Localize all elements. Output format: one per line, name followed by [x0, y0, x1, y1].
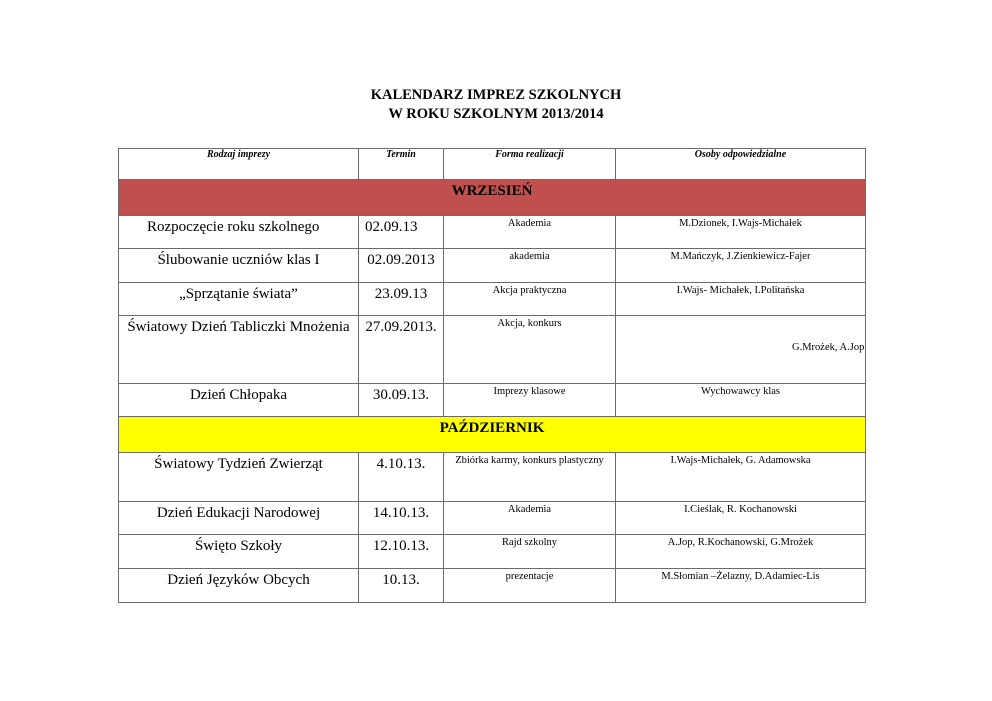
- table-row: [119, 535, 866, 569]
- column-header-form: Forma realizacji: [444, 149, 616, 180]
- table-header-row: [119, 149, 866, 180]
- table-row: [119, 316, 866, 384]
- event-persons: M.Dzionek, I.Wajs-Michałek: [616, 216, 866, 249]
- events-calendar-table: [118, 148, 866, 603]
- month-label-september: WRZESIEŃ: [119, 180, 866, 216]
- event-date: 12.10.13.: [359, 535, 444, 569]
- event-persons: M.Słomian –Żelazny, D.Adamiec-Lis: [616, 569, 866, 603]
- event-name: Światowy Dzień Tabliczki Mnożenia: [119, 316, 359, 384]
- event-name: Święto Szkoły: [119, 535, 359, 569]
- document-title: KALENDARZ IMPREZ SZKOLNYCH: [370, 87, 622, 103]
- event-date: 02.09.2013: [359, 249, 444, 283]
- event-persons: Wychowawcy klas: [616, 384, 866, 417]
- column-header-date: Termin: [359, 149, 444, 180]
- event-form: Akademia: [444, 502, 616, 535]
- event-name: Rozpoczęcie roku szkolnego: [119, 216, 359, 249]
- event-date: 14.10.13.: [359, 502, 444, 535]
- event-name: „Sprzątanie świata”: [119, 283, 359, 316]
- table-row: [119, 502, 866, 535]
- event-form: Imprezy klasowe: [444, 384, 616, 417]
- column-header-persons: Osoby odpowiedzialne: [616, 149, 866, 180]
- event-persons: I.Wajs- Michałek, I.Politańska: [616, 283, 866, 316]
- event-name: Światowy Tydzień Zwierząt: [119, 453, 359, 502]
- event-date: 30.09.13.: [359, 384, 444, 417]
- event-form: Akcja, konkurs: [444, 316, 616, 384]
- event-persons: I.Wajs-Michałek, G. Adamowska: [616, 453, 866, 502]
- month-label-october: PAŹDZIERNIK: [119, 417, 866, 453]
- event-form: akademia: [444, 249, 616, 283]
- event-date: 4.10.13.: [359, 453, 444, 502]
- table-row: [119, 384, 866, 417]
- table-row: [119, 249, 866, 283]
- event-date: 10.13.: [359, 569, 444, 603]
- event-date: 23.09.13: [359, 283, 444, 316]
- month-row-september: [119, 180, 866, 216]
- event-name: Dzień Chłopaka: [119, 384, 359, 417]
- event-persons: M.Mańczyk, J.Zienkiewicz-Fajer: [616, 249, 866, 283]
- event-form: Rajd szkolny: [444, 535, 616, 569]
- table-row: [119, 453, 866, 502]
- event-name: Dzień Edukacji Narodowej: [119, 502, 359, 535]
- table-row: [119, 283, 866, 316]
- event-date: 02.09.13: [359, 216, 444, 249]
- event-persons: G.Mrożek, A.Jop: [616, 316, 866, 384]
- event-form: prezentacje: [444, 569, 616, 603]
- event-form: Akademia: [444, 216, 616, 249]
- event-persons: A.Jop, R.Kochanowski, G.Mrożek: [616, 535, 866, 569]
- event-form: Akcja praktyczna: [444, 283, 616, 316]
- month-row-october: [119, 417, 866, 453]
- event-name: Ślubowanie uczniów klas I: [119, 249, 359, 283]
- table-row: [119, 216, 866, 249]
- event-form: Zbiórka karmy, konkurs plastyczny: [444, 453, 616, 502]
- document-subtitle: W ROKU SZKOLNYM 2013/2014: [388, 106, 604, 122]
- table-row: [119, 569, 866, 603]
- event-date: 27.09.2013.: [359, 316, 444, 384]
- event-name: Dzień Języków Obcych: [119, 569, 359, 603]
- event-persons: I.Cieślak, R. Kochanowski: [616, 502, 866, 535]
- column-header-event: Rodzaj imprezy: [119, 149, 359, 180]
